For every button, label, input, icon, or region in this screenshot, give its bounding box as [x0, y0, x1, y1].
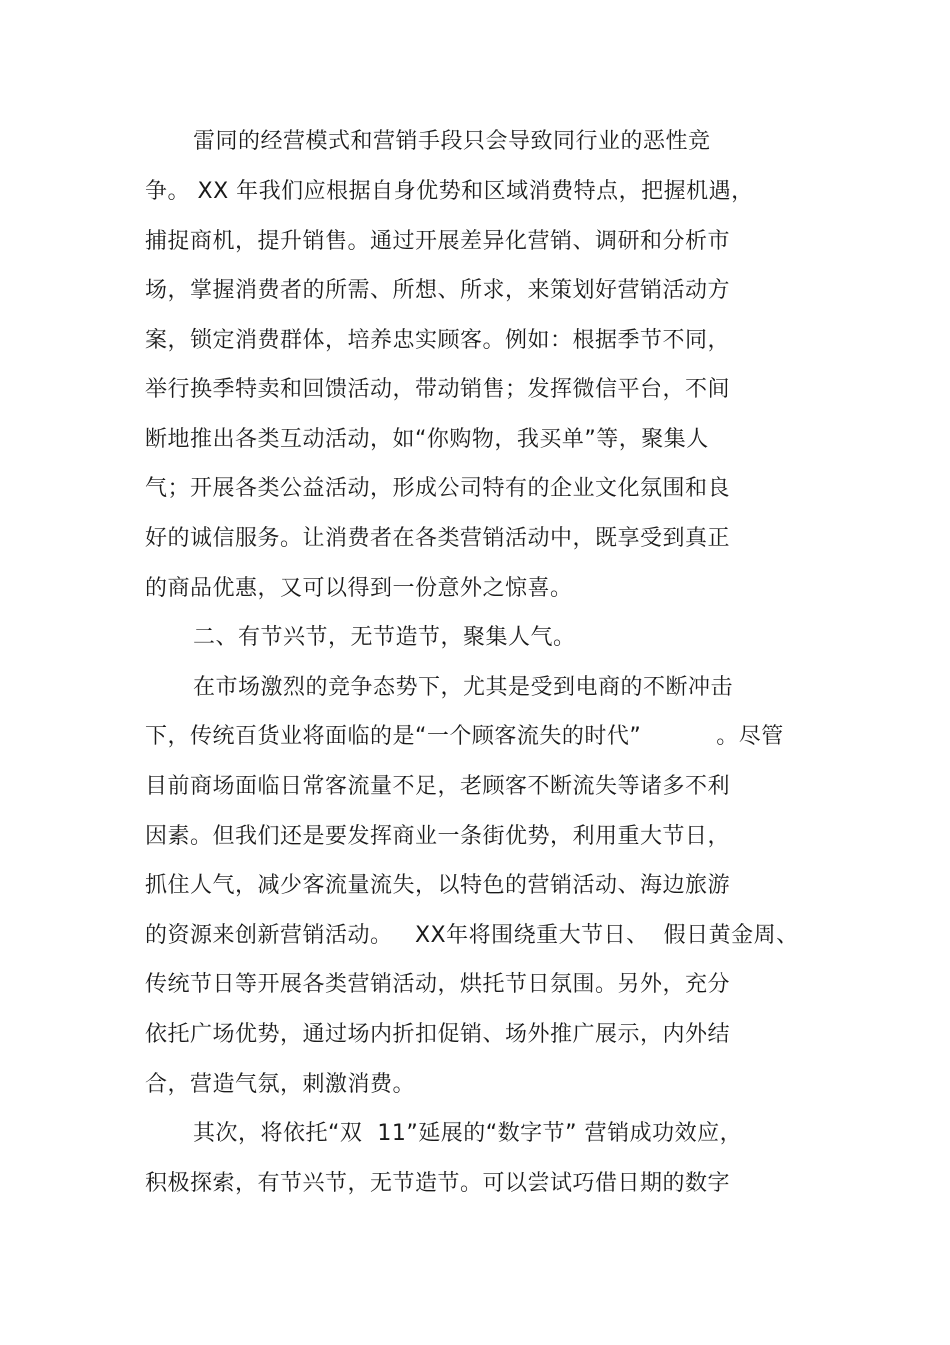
paragraph-line: 积极探索，有节兴节，无节造节。可以尝试巧借日期的数字	[145, 1171, 731, 1196]
paragraph-line: 在市场激烈的竞争态势下，尤其是受到电商的不断冲击	[193, 675, 734, 700]
paragraph-line: 抓住人气，减少客流量流失，以特色的营销活动、海边旅游	[145, 873, 731, 898]
paragraph-line: 断地推出各类互动活动，如“你购物，我买单”等，聚集人	[145, 427, 709, 452]
paragraph-line: 气；开展各类公益活动，形成公司特有的企业文化氛围和良	[145, 476, 731, 501]
paragraph-line: 案，锁定消费群体，培养忠实顾客。例如：根据季节不同，	[145, 328, 731, 353]
section-heading: 二、有节兴节，无节造节，聚集人气。	[193, 625, 576, 650]
paragraph-line: 依托广场优势，通过场内折扣促销、场外推广展示，内外结	[145, 1022, 731, 1047]
paragraph-line: 争。 XX 年我们应根据自身优势和区域消费特点，把握机遇，	[145, 179, 754, 204]
paragraph-line: 合，营造气氛，刺激消费。	[145, 1072, 416, 1097]
paragraph-line: 传统节日等开展各类营销活动，烘托节日氛围。另外，充分	[145, 972, 731, 997]
paragraph-line: 捕捉商机，提升销售。通过开展差异化营销、调研和分析市	[145, 229, 731, 254]
paragraph-line: 好的诚信服务。让消费者在各类营销活动中，既享受到真正	[145, 526, 731, 551]
paragraph-line: 雷同的经营模式和营销手段只会导致同行业的恶性竞	[193, 129, 711, 154]
paragraph-line: 举行换季特卖和回馈活动，带动销售；发挥微信平台，不间	[145, 377, 731, 402]
paragraph-line: 因素。但我们还是要发挥商业一条街优势，利用重大节日，	[145, 824, 731, 849]
paragraph-line: 目前商场面临日常客流量不足，老顾客不断流失等诸多不利	[145, 774, 731, 799]
paragraph-line: 的商品优惠，又可以得到一份意外之惊喜。	[145, 576, 573, 601]
paragraph-line: 下，传统百货业将面临的是“一个顾客流失的时代” 。尽管	[145, 724, 784, 749]
paragraph-line: 其次，将依托“双 11”延展的“数字节” 营销成功效应，	[193, 1121, 743, 1146]
paragraph-line: 的资源来创新营销活动。 XX年将围绕重大节日、 假日黄金周、	[145, 923, 799, 948]
paragraph-line: 场，掌握消费者的所需、所想、所求，来策划好营销活动方	[145, 278, 731, 303]
